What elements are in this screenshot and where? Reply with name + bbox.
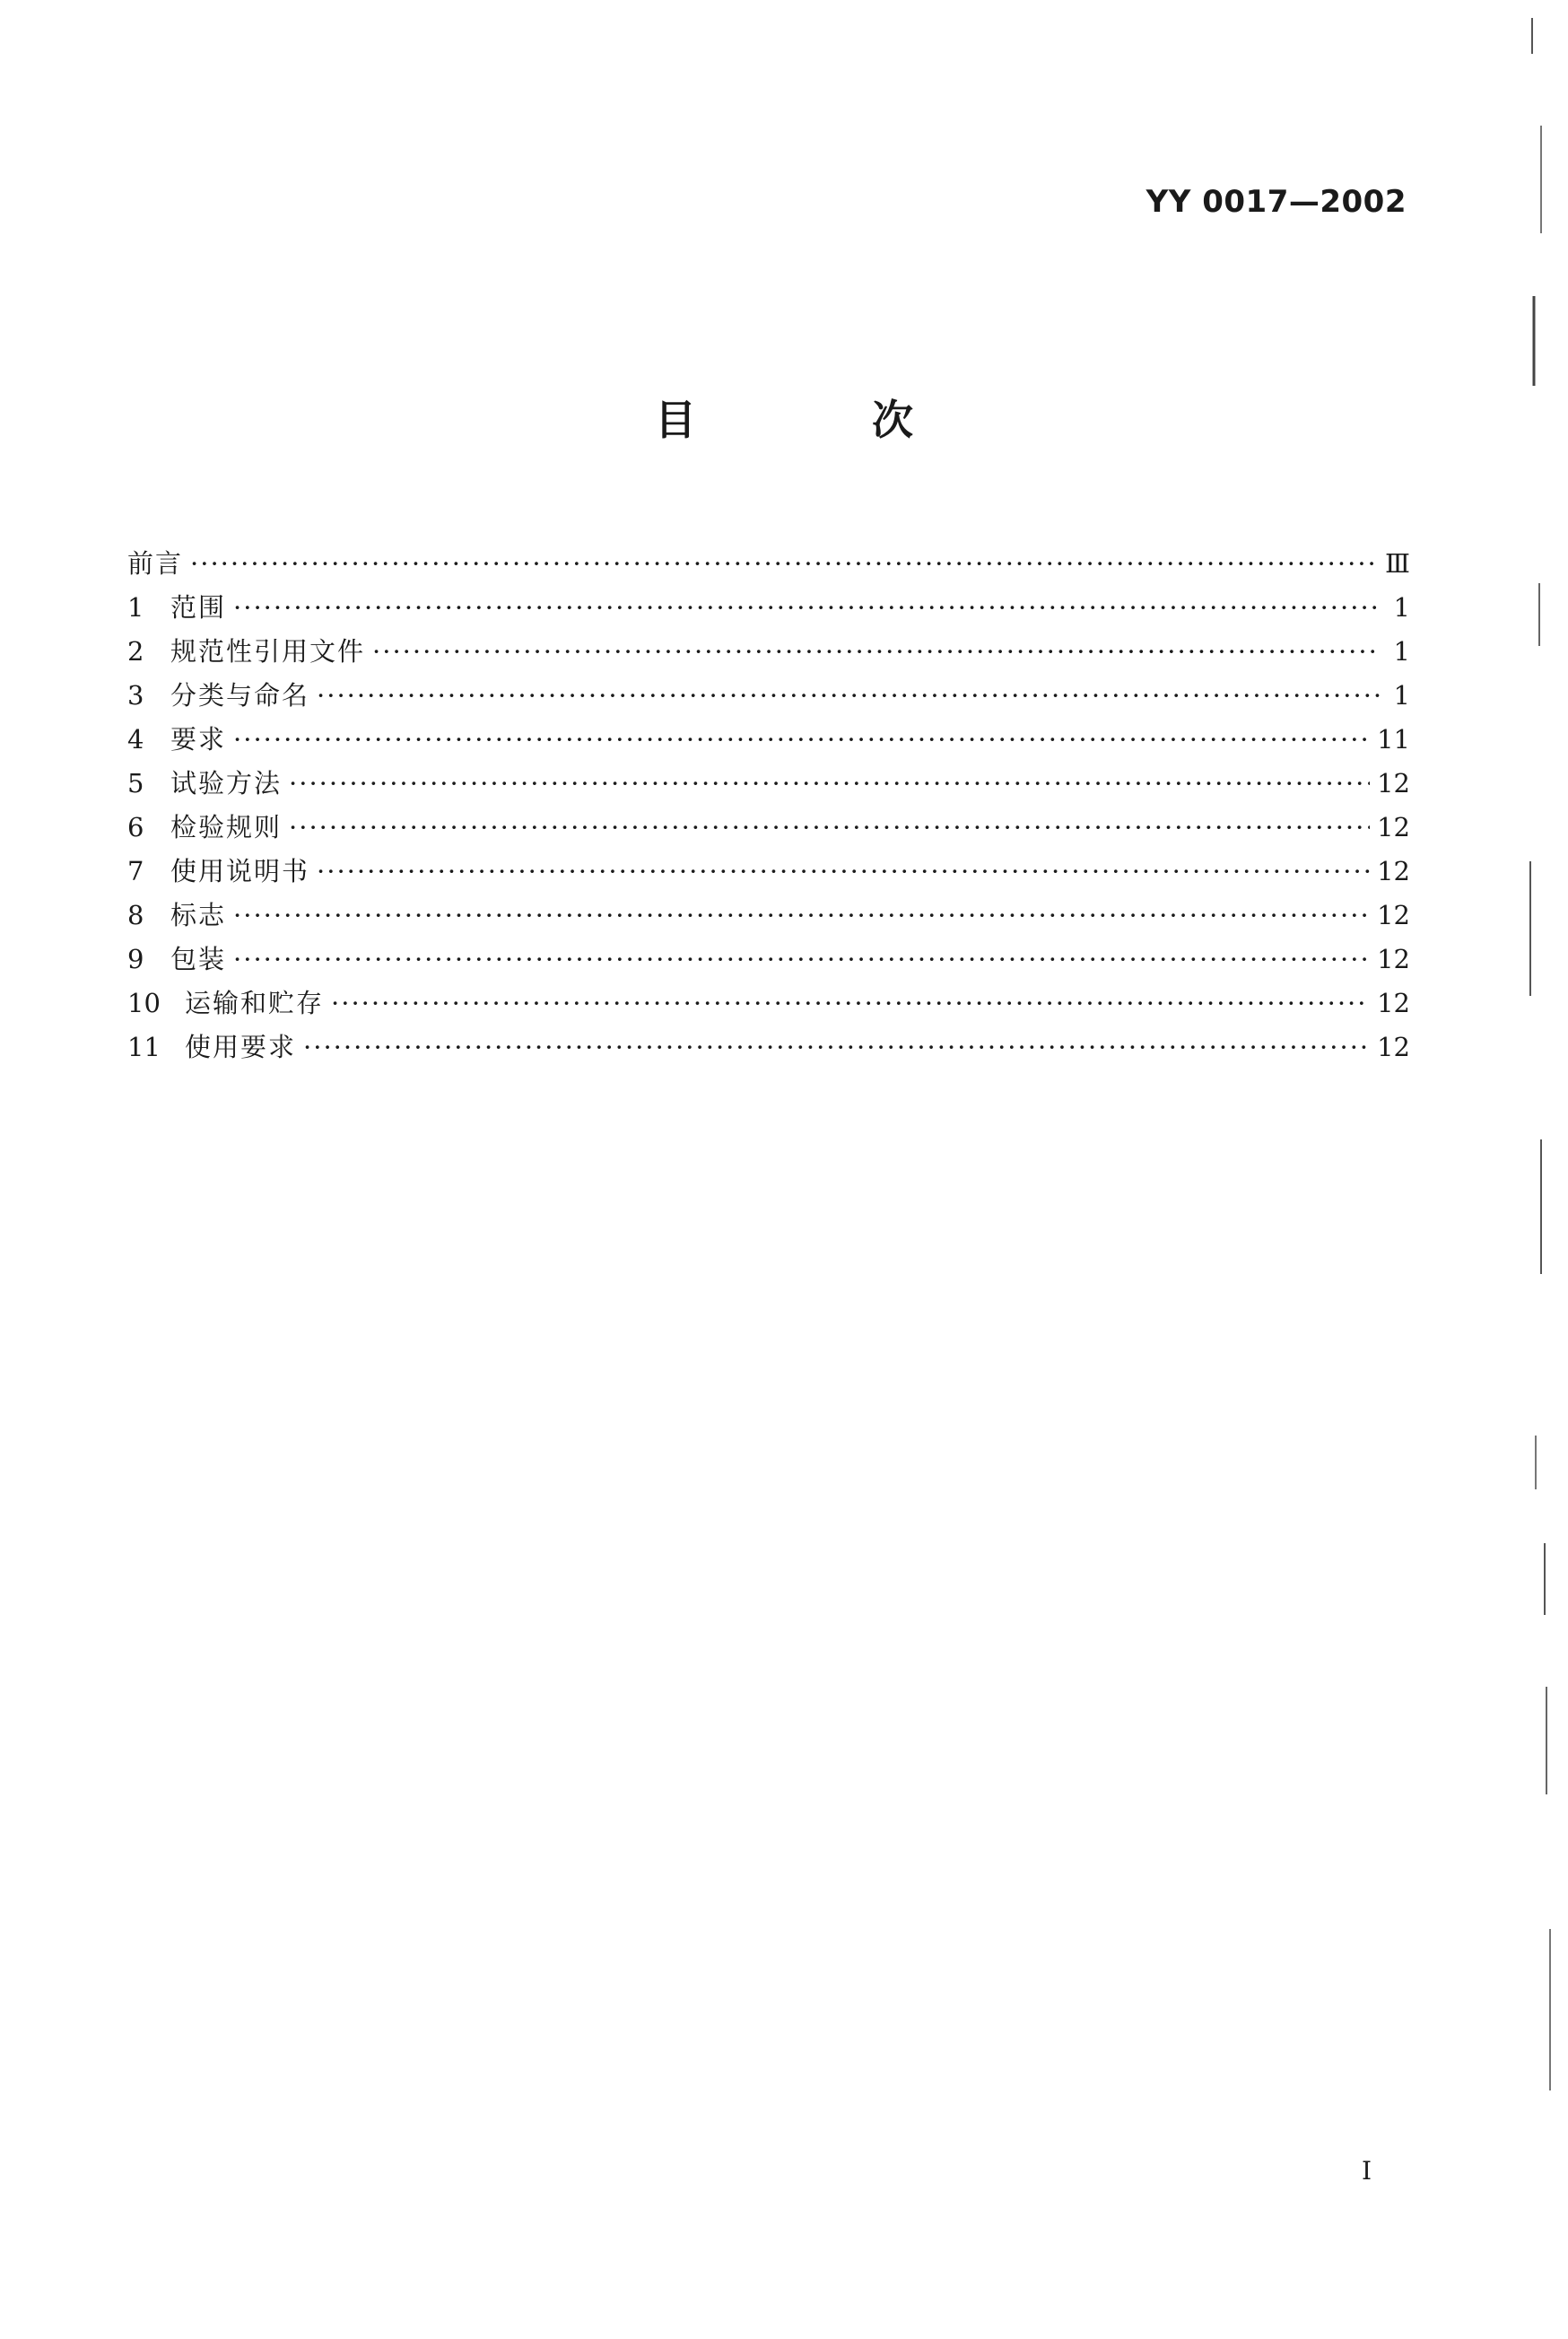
toc-entry-label: 要求	[170, 724, 227, 755]
toc-entry-number: 6	[127, 812, 144, 842]
toc-entry-1[interactable]	[127, 588, 1410, 632]
toc-entry-6[interactable]	[127, 807, 1410, 851]
toc-leader-dots	[233, 724, 1370, 755]
toc-entry-number: 3	[127, 680, 144, 711]
toc-entry-label: 前言	[127, 548, 184, 579]
toc-entry-label: 包装	[170, 944, 227, 974]
toc-entry-number: 1	[127, 592, 144, 623]
toc-leader-dots	[289, 768, 1370, 799]
toc-entry-page: 12	[1377, 1032, 1410, 1062]
scan-edge-artifact	[1514, 0, 1568, 2339]
toc-entry-number: 7	[127, 856, 144, 886]
toc-entry-4[interactable]	[127, 720, 1410, 764]
toc-title: 目 次	[654, 396, 994, 444]
toc-entry-label: 规范性引用文件	[170, 636, 366, 667]
toc-entry-label: 试验方法	[170, 768, 283, 799]
toc-entry-3[interactable]	[127, 676, 1410, 720]
toc-entry-label: 标志	[170, 900, 227, 930]
toc-entry-label: 使用要求	[185, 1032, 297, 1062]
table-of-contents	[127, 544, 1410, 1071]
toc-entry-page: 12	[1377, 900, 1410, 930]
toc-entry-10[interactable]	[127, 983, 1410, 1027]
toc-entry-label: 分类与命名	[170, 680, 310, 711]
toc-entry-foreword[interactable]	[127, 544, 1410, 588]
toc-entry-number: 2	[127, 636, 144, 667]
toc-entry-7[interactable]	[127, 851, 1410, 895]
toc-entry-number: 9	[127, 944, 144, 974]
toc-leader-dots	[317, 856, 1370, 886]
toc-entry-page: 1	[1393, 636, 1410, 667]
toc-entry-label: 使用说明书	[170, 856, 310, 886]
toc-leader-dots	[303, 1032, 1370, 1062]
toc-entry-page: 12	[1377, 768, 1410, 799]
toc-entry-9[interactable]	[127, 939, 1410, 983]
document-code: YY 0017—2002	[1146, 184, 1407, 220]
toc-entry-page: 12	[1377, 856, 1410, 886]
toc-entry-label: 范围	[170, 592, 227, 623]
toc-leader-dots	[289, 812, 1370, 842]
toc-entry-page: Ⅲ	[1385, 548, 1410, 579]
toc-entry-2[interactable]	[127, 632, 1410, 676]
toc-leader-dots	[317, 680, 1380, 711]
toc-entry-number: 5	[127, 768, 144, 799]
toc-entry-8[interactable]	[127, 895, 1410, 939]
toc-entry-number: 10	[127, 988, 161, 1018]
toc-entry-page: 12	[1377, 944, 1410, 974]
toc-leader-dots	[233, 592, 1380, 623]
page-number: I	[1362, 2156, 1372, 2186]
toc-entry-page: 12	[1377, 988, 1410, 1018]
toc-entry-label: 运输和贮存	[185, 988, 325, 1018]
toc-leader-dots	[331, 988, 1370, 1018]
toc-entry-label: 检验规则	[170, 812, 283, 842]
toc-entry-page: 1	[1393, 592, 1410, 623]
toc-leader-dots	[190, 548, 1378, 579]
toc-entry-number: 11	[127, 1032, 161, 1062]
toc-entry-number: 8	[127, 900, 144, 930]
toc-entry-page: 1	[1393, 680, 1410, 711]
toc-entry-5[interactable]	[127, 764, 1410, 807]
toc-entry-page: 12	[1377, 812, 1410, 842]
toc-leader-dots	[233, 944, 1370, 974]
toc-entry-11[interactable]	[127, 1027, 1410, 1071]
toc-leader-dots	[233, 900, 1370, 930]
toc-entry-number: 4	[127, 724, 144, 755]
toc-leader-dots	[372, 636, 1380, 667]
toc-entry-page: 11	[1377, 724, 1410, 755]
